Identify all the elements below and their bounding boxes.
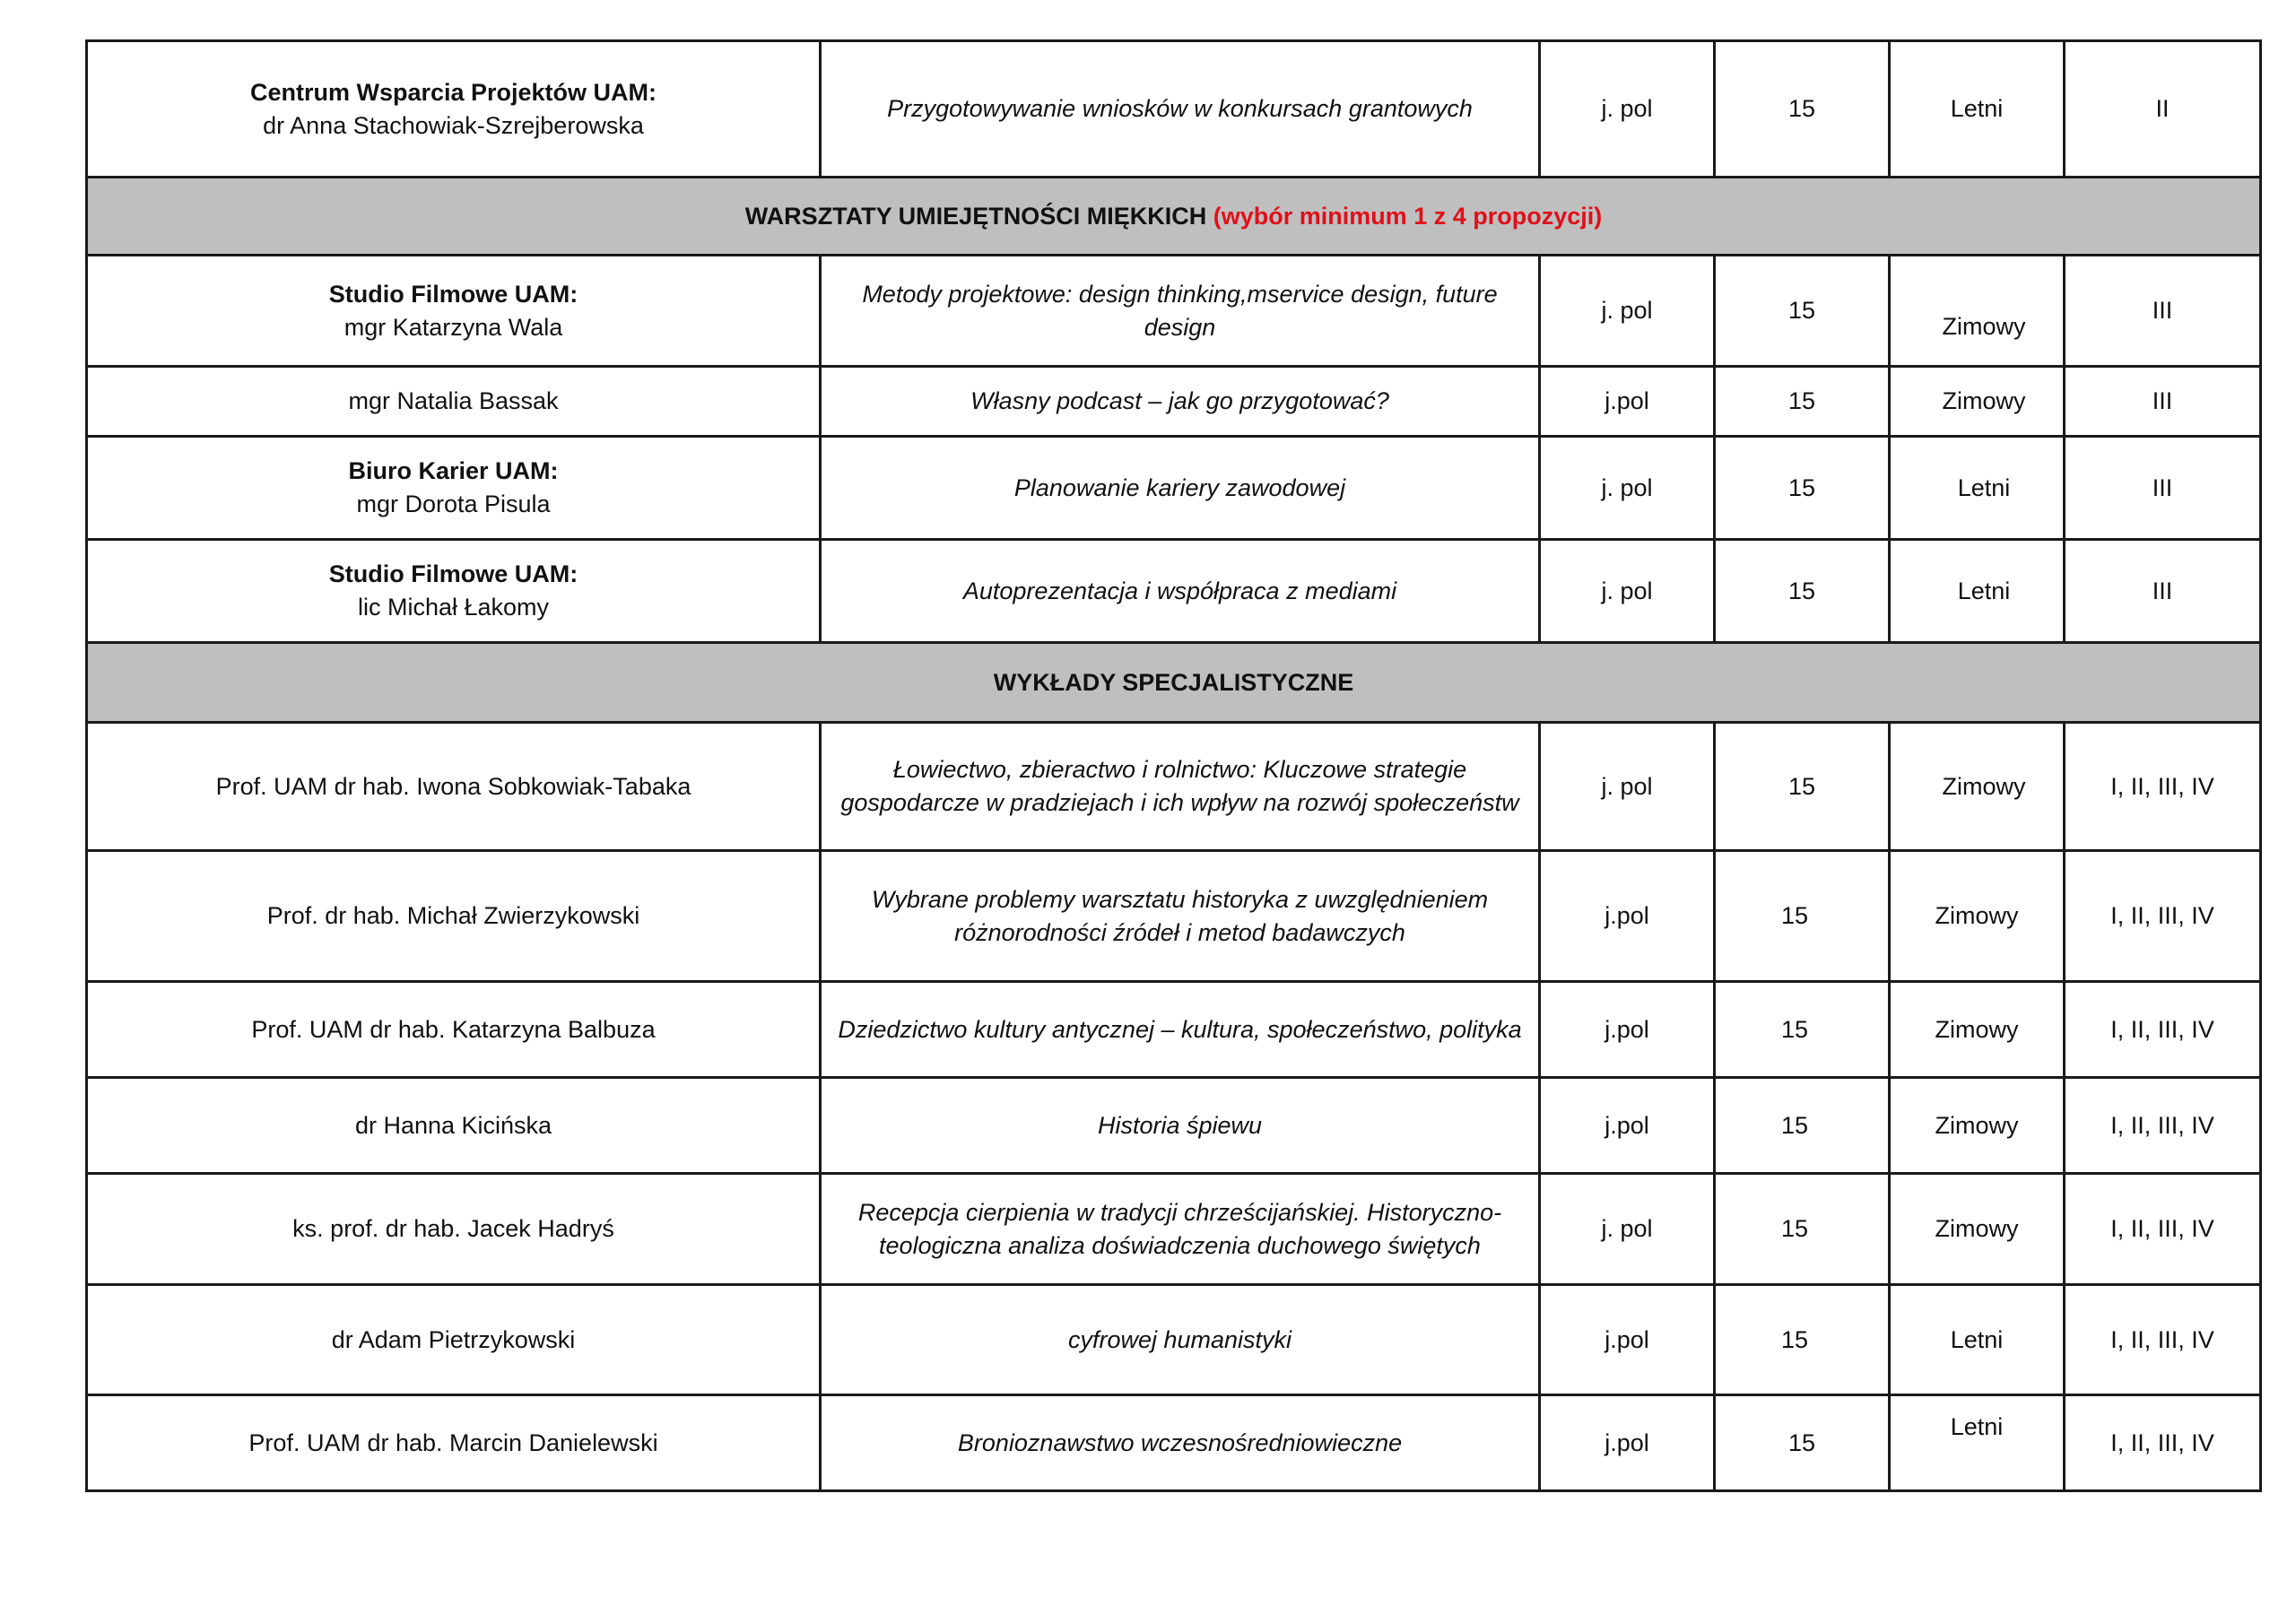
semester-cell	[1890, 256, 2065, 367]
semester-cell	[1890, 540, 2065, 643]
table-row	[87, 1395, 2261, 1491]
table-row	[87, 540, 2261, 643]
semester-cell: Letni	[1890, 41, 2065, 178]
semester-cell: Zimowy	[1890, 851, 2065, 982]
course-title-cell	[821, 256, 1540, 367]
years-cell: II	[2065, 41, 2261, 178]
section-title: WARSZTATY UMIEJĘTNOŚCI MIĘKKICH	[744, 202, 1207, 230]
course-title: Bronioznawstwo wczesnośredniowieczne	[957, 1429, 1403, 1456]
semester-value: Zimowy	[1942, 387, 2026, 414]
language-cell: j.pol	[1540, 367, 1715, 437]
teacher-unit: Studio Filmowe UAM:	[328, 560, 578, 587]
years-cell: III	[2065, 540, 2261, 643]
language-cell: j. pol	[1540, 723, 1715, 851]
teacher-cell	[87, 723, 821, 851]
semester-cell	[1890, 1395, 2065, 1491]
hours-value: 15	[1780, 1215, 1809, 1242]
section-title: WYKŁADY SPECJALISTYCZNE	[993, 668, 1354, 696]
table-row	[87, 1285, 2261, 1395]
language-cell: j. pol	[1540, 437, 1715, 540]
course-title: Przygotowywanie wniosków w konkursach grantowych	[887, 95, 1473, 122]
years-cell: III	[2065, 367, 2261, 437]
teacher-cell	[87, 540, 821, 643]
teacher-unit: Centrum Wsparcia Projektów UAM:	[249, 78, 657, 106]
semester-value: Letni	[1957, 473, 2011, 501]
course-title-cell	[821, 851, 1540, 982]
teacher-name: Prof. UAM dr hab. Iwona Sobkowiak-Tabaka	[215, 772, 691, 800]
teacher-cell	[87, 437, 821, 540]
language-cell: j. pol	[1540, 1174, 1715, 1285]
table-row	[87, 367, 2261, 437]
semester-cell: Zimowy	[1890, 982, 2065, 1078]
years-cell: III	[2065, 437, 2261, 540]
semester-cell	[1890, 367, 2065, 437]
course-title-cell	[821, 437, 1540, 540]
course-table	[85, 39, 2262, 1492]
semester-cell: Letni	[1890, 1285, 2065, 1395]
course-title-cell	[821, 41, 1540, 178]
course-title: cyfrowej humanistyki	[1067, 1325, 1292, 1353]
hours-cell: 15	[1715, 723, 1890, 851]
course-title: Historia śpiewu	[1097, 1111, 1263, 1139]
course-table-page	[85, 39, 2259, 1492]
course-title: Planowanie kariery zawodowej	[1013, 473, 1346, 501]
table-row	[87, 1078, 2261, 1174]
table-row	[87, 851, 2261, 982]
course-title-cell	[821, 1078, 1540, 1174]
hours-cell	[1715, 851, 1890, 982]
section-header-row	[87, 178, 2261, 256]
teacher-name: lic Michał Łakomy	[357, 594, 550, 621]
course-title-cell	[821, 982, 1540, 1078]
hours-cell	[1715, 1174, 1890, 1285]
course-title: Wybrane problemy warsztatu historyka z uwzględnieniem różnorodności źródeł i metod badawczych	[871, 885, 1489, 946]
years-cell: III	[2065, 256, 2261, 367]
teacher-cell	[87, 1078, 821, 1174]
years-cell: I, II, III, IV	[2065, 851, 2261, 982]
semester-value: Letni	[1957, 577, 2011, 604]
teacher-cell	[87, 851, 821, 982]
teacher-cell	[87, 41, 821, 178]
teacher-cell	[87, 256, 821, 367]
hours-cell: 15	[1715, 41, 1890, 178]
course-title: Autoprezentacja i współpraca z mediami	[962, 577, 1397, 604]
hours-value: 15	[1780, 902, 1809, 929]
language-cell: j.pol	[1540, 1395, 1715, 1491]
teacher-name: Prof. UAM dr hab. Marcin Danielewski	[248, 1429, 658, 1456]
semester-cell	[1890, 723, 2065, 851]
section-header	[87, 643, 2261, 723]
years-cell: I, II, III, IV	[2065, 1078, 2261, 1174]
section-header	[87, 178, 2261, 256]
teacher-name: dr Anna Stachowiak-Szrejberowska	[263, 111, 644, 139]
course-title-cell	[821, 540, 1540, 643]
hours-cell: 15	[1715, 540, 1890, 643]
teacher-name: ks. prof. dr hab. Jacek Hadryś	[292, 1215, 614, 1242]
language-cell: j.pol	[1540, 1078, 1715, 1174]
years-cell: I, II, III, IV	[2065, 1285, 2261, 1395]
language-cell: j. pol	[1540, 256, 1715, 367]
course-title-cell	[821, 1395, 1540, 1491]
teacher-name: mgr Dorota Pisula	[356, 491, 551, 517]
semester-value: Letni	[1950, 1412, 2004, 1440]
years-cell: I, II, III, IV	[2065, 982, 2261, 1078]
course-title: Recepcja cierpienia w tradycji chrześcijańskiej. Historyczno-teologiczna analiza doświadczenia duchowego świętych	[857, 1198, 1502, 1259]
years-cell: I, II, III, IV	[2065, 1395, 2261, 1491]
teacher-unit: Studio Filmowe UAM:	[328, 280, 578, 308]
semester-value: Zimowy	[1942, 313, 2026, 340]
course-title-cell	[821, 1285, 1540, 1395]
teacher-cell	[87, 1395, 821, 1491]
table-row	[87, 723, 2261, 851]
teacher-cell	[87, 1174, 821, 1285]
course-title-cell	[821, 1174, 1540, 1285]
course-title-cell	[821, 367, 1540, 437]
table-row	[87, 437, 2261, 540]
table-row	[87, 1174, 2261, 1285]
teacher-name: mgr Natalia Bassak	[348, 387, 559, 414]
hours-cell	[1715, 1285, 1890, 1395]
hours-value: 15	[1780, 1111, 1809, 1139]
hours-cell: 15	[1715, 437, 1890, 540]
teacher-name: dr Hanna Kicińska	[354, 1111, 552, 1139]
section-note: (wybór minimum 1 z 4 propozycji)	[1213, 202, 1603, 230]
table-row	[87, 41, 2261, 178]
language-cell: j.pol	[1540, 1285, 1715, 1395]
teacher-cell	[87, 982, 821, 1078]
course-title: Dziedzictwo kultury antycznej – kultura, społeczeństwo, polityka	[838, 1015, 1522, 1043]
teacher-name: dr Adam Pietrzykowski	[331, 1325, 576, 1353]
language-cell: j. pol	[1540, 41, 1715, 178]
course-title: Metody projektowe: design thinking,mservice design, future design	[862, 280, 1498, 341]
years-cell: I, II, III, IV	[2065, 723, 2261, 851]
semester-cell: Zimowy	[1890, 1174, 2065, 1285]
teacher-unit: Biuro Karier UAM:	[348, 457, 559, 484]
semester-cell: Zimowy	[1890, 1078, 2065, 1174]
language-cell: j.pol	[1540, 851, 1715, 982]
hours-cell: 15	[1715, 367, 1890, 437]
language-cell: j.pol	[1540, 982, 1715, 1078]
hours-cell	[1715, 982, 1890, 1078]
hours-cell	[1715, 1078, 1890, 1174]
table-row	[87, 982, 2261, 1078]
hours-cell: 15	[1715, 256, 1890, 367]
hours-value: 15	[1780, 1015, 1809, 1043]
years-cell: I, II, III, IV	[2065, 1174, 2261, 1285]
teacher-name: mgr Katarzyna Wala	[344, 313, 563, 341]
hours-cell: 15	[1715, 1395, 1890, 1491]
course-title: Łowiectwo, zbieractwo i rolnictwo: Kluczowe strategie gospodarcze w pradziejach i ich wpływ na rozwój społeczeństw	[840, 756, 1519, 816]
hours-value: 15	[1780, 1325, 1809, 1353]
semester-value: Zimowy	[1942, 772, 2026, 800]
teacher-cell	[87, 1285, 821, 1395]
teacher-name: Prof. UAM dr hab. Katarzyna Balbuza	[251, 1015, 656, 1043]
section-header-row	[87, 643, 2261, 723]
language-cell: j. pol	[1540, 540, 1715, 643]
teacher-name: Prof. dr hab. Michał Zwierzykowski	[266, 902, 640, 929]
course-title-cell	[821, 723, 1540, 851]
course-title: Własny podcast – jak go przygotować?	[970, 387, 1389, 414]
teacher-cell	[87, 367, 821, 437]
table-row	[87, 256, 2261, 367]
semester-cell	[1890, 437, 2065, 540]
